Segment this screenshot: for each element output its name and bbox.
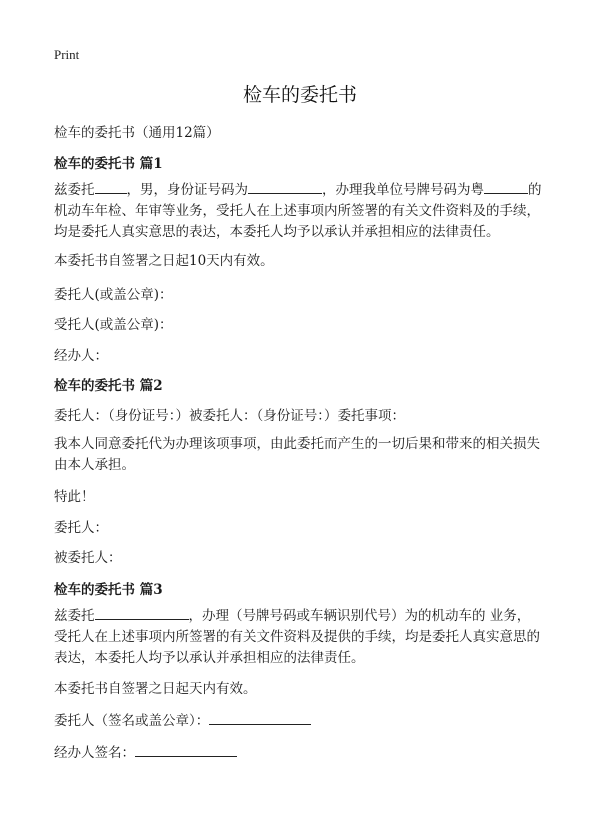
section-1-paragraph — [54, 180, 552, 243]
signature-blank — [209, 711, 311, 725]
section-1-handler: 经办人： — [54, 348, 108, 364]
section-1-line-2: 机动车年检、年审等业务，受托人在上述事项内所签署的有关文件资料及的手续， — [54, 203, 540, 219]
section-2-heading: 检车的委托书 篇2 — [54, 378, 163, 394]
section-1-agent: 受托人(或盖公章)： — [54, 317, 173, 333]
document-title: 检车的委托书 — [242, 84, 357, 106]
signature-blank — [135, 743, 237, 757]
fill-blank — [95, 606, 189, 620]
section-2-principal: 委托人： — [54, 520, 108, 536]
section-1-principal: 委托人(或盖公章)： — [54, 287, 173, 303]
section-3-validity: 本委托书自签署之日起天内有效。 — [54, 681, 257, 697]
section-1-line-3: 均是委托人真实意思的表达，本委托人均予以承认并承担相应的法律责任。 — [54, 224, 500, 240]
section-2-line-1: 我本人同意委托代为办理该项事项，由此委托而产生的一切后果和带来的相关损失 — [54, 436, 540, 452]
section-1-heading: 检车的委托书 篇1 — [54, 156, 163, 172]
section-1-line-1: 兹委托 ，男，身份证号码为 ，办理我单位号牌号码为粤 的 — [54, 182, 542, 198]
section-3-line-3: 表达，本委托人均予以承认并承担相应的法律责任。 — [54, 650, 365, 666]
section-3-handler: 经办人签名： — [54, 741, 237, 761]
section-2-agent: 被委托人： — [54, 550, 122, 566]
section-2-special: 特此！ — [54, 489, 95, 505]
section-3-principal: 委托人（签名或盖公章）： — [54, 709, 311, 729]
section-3-line-1: 兹委托 ，办理（号牌号码或车辆识别代号）为的机动车的 业务， — [54, 608, 531, 624]
print-link[interactable]: Print — [54, 47, 80, 62]
section-2-parties: 委托人：（身份证号：）被委托人：（身份证号：）委托事项： — [54, 408, 405, 424]
section-1-validity: 本委托书自签署之日起10天内有效。 — [54, 253, 274, 269]
section-2-line-2: 由本人承担。 — [54, 457, 135, 473]
section-2-paragraph — [54, 434, 552, 476]
section-3-heading: 检车的委托书 篇3 — [54, 582, 163, 598]
section-3-line-2: 受托人在上述事项内所签署的有关文件资料及提供的手续，均是委托人真实意思的 — [54, 629, 540, 645]
fill-blank — [95, 180, 127, 194]
fill-blank — [248, 180, 322, 194]
fill-blank — [484, 180, 528, 194]
document-subtitle: 检车的委托书（通用12篇） — [54, 125, 220, 141]
section-3-paragraph — [54, 606, 552, 669]
